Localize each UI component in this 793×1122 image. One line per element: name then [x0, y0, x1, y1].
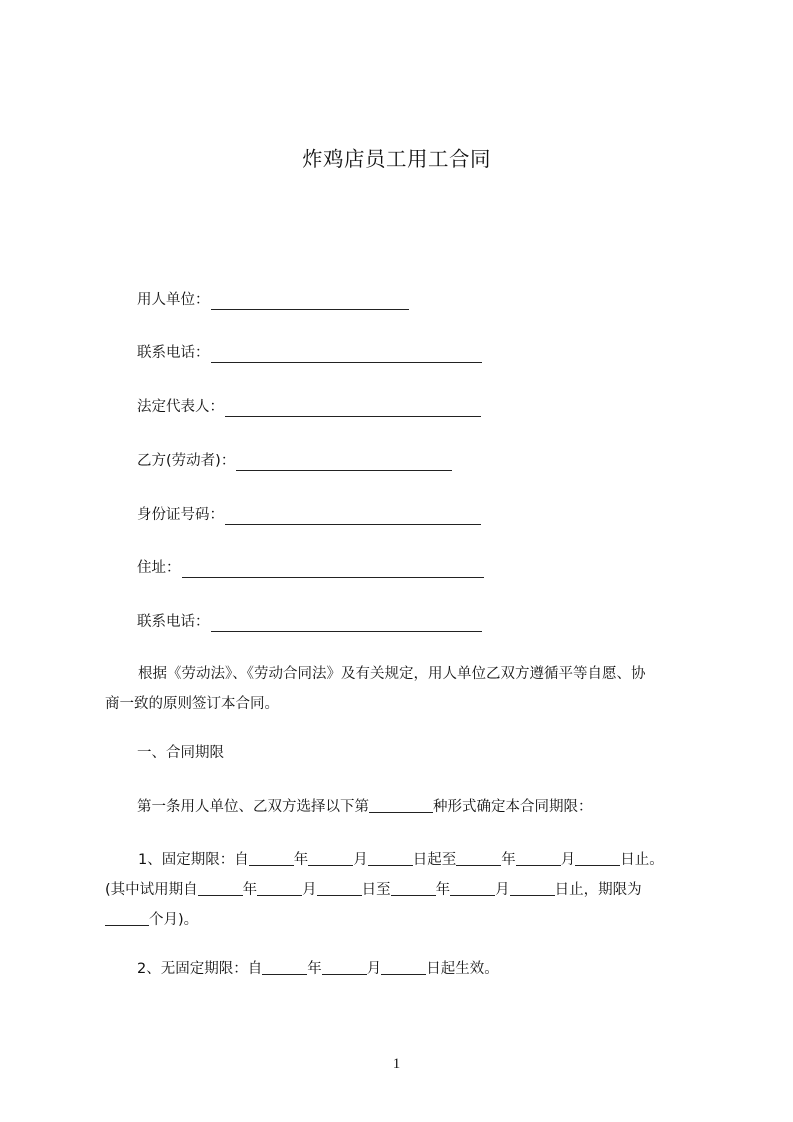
employer-field [137, 290, 409, 310]
effective-label: 日起生效。 [426, 961, 499, 977]
form-choice-blank[interactable] [369, 797, 433, 813]
employer-phone-field [137, 343, 482, 363]
trial-end-day-blank[interactable] [510, 880, 555, 896]
address-blank[interactable] [182, 562, 484, 578]
start-month-blank[interactable] [308, 850, 353, 866]
legal-rep-field [137, 397, 481, 417]
year-label: 年 [293, 852, 309, 868]
trial-prefix: (其中试用期自 [105, 882, 198, 898]
legal-rep-label: 法定代表人： [137, 399, 224, 415]
intro-paragraph [105, 659, 702, 719]
clause-1-line-3 [105, 905, 702, 935]
intro-line-1: 根据《劳动法》、《劳动合同法》及有关规定，用人单位乙双方遵循平等自愿、协 [138, 666, 646, 682]
day-to-label: 日至 [361, 882, 391, 898]
trial-start-year-blank[interactable] [198, 880, 243, 896]
month-label: 月 [366, 961, 382, 977]
start-day-blank[interactable] [368, 850, 413, 866]
document-title: 炸鸡店员工用工合同 [302, 147, 491, 171]
employee-label: 乙方(劳动者)： [137, 453, 236, 469]
employee-phone-blank[interactable] [211, 616, 482, 632]
id-number-label: 身份证号码： [137, 507, 224, 523]
employee-field [137, 451, 452, 471]
employee-phone-label: 联系电话： [137, 614, 210, 630]
clause-1-line-1 [105, 845, 702, 875]
open-start-month-blank[interactable] [322, 959, 367, 975]
trial-start-month-blank[interactable] [257, 880, 302, 896]
id-number-blank[interactable] [225, 509, 481, 525]
month-label: 月 [353, 852, 368, 868]
end-day-blank[interactable] [575, 850, 620, 866]
month-label: 月 [560, 852, 576, 868]
address-field [137, 558, 484, 578]
clause-open-term [137, 959, 499, 979]
employer-blank[interactable] [211, 294, 409, 310]
address-label: 住址： [137, 560, 181, 576]
legal-rep-blank[interactable] [225, 401, 481, 417]
open-start-year-blank[interactable] [262, 959, 307, 975]
trial-end-month-blank[interactable] [450, 880, 495, 896]
day-stop-label: 日止，期限为 [554, 882, 642, 898]
clause-2-prefix: 2、无固定期限：自 [137, 961, 263, 977]
section-heading: 一、合同期限 [137, 745, 224, 761]
employer-phone-label: 联系电话： [137, 345, 210, 361]
article-1-text-after: 种形式确定本合同期限： [433, 799, 593, 815]
year-label: 年 [501, 852, 516, 868]
months-label: 个月)。 [149, 912, 199, 928]
open-start-day-blank[interactable] [381, 959, 426, 975]
year-label: 年 [242, 882, 258, 898]
end-month-blank[interactable] [516, 850, 561, 866]
employee-blank[interactable] [236, 455, 452, 471]
clause-1-prefix: 1、固定期限：自 [138, 852, 249, 868]
employer-phone-blank[interactable] [211, 347, 482, 363]
from-label: 日起至 [412, 852, 457, 868]
year-label: 年 [307, 961, 322, 977]
page-number: 1 [392, 1056, 401, 1072]
clause-1-line-2 [105, 875, 702, 905]
intro-line-2: 商一致的原则签订本合同。 [105, 696, 279, 712]
year-label: 年 [435, 882, 451, 898]
start-year-blank[interactable] [249, 850, 294, 866]
clause-fixed-term [105, 845, 702, 935]
article-1-text-before: 第一条用人单位、乙双方选择以下第 [137, 799, 369, 815]
trial-months-blank[interactable] [105, 910, 149, 926]
employee-phone-field [137, 612, 482, 632]
article-1 [137, 797, 593, 817]
employer-label: 用人单位： [137, 292, 210, 308]
month-label: 月 [302, 882, 317, 898]
until-label: 日止。 [620, 852, 664, 868]
month-label: 月 [495, 882, 510, 898]
trial-end-year-blank[interactable] [391, 880, 436, 896]
id-number-field [137, 505, 481, 525]
end-year-blank[interactable] [456, 850, 501, 866]
trial-start-day-blank[interactable] [317, 880, 362, 896]
